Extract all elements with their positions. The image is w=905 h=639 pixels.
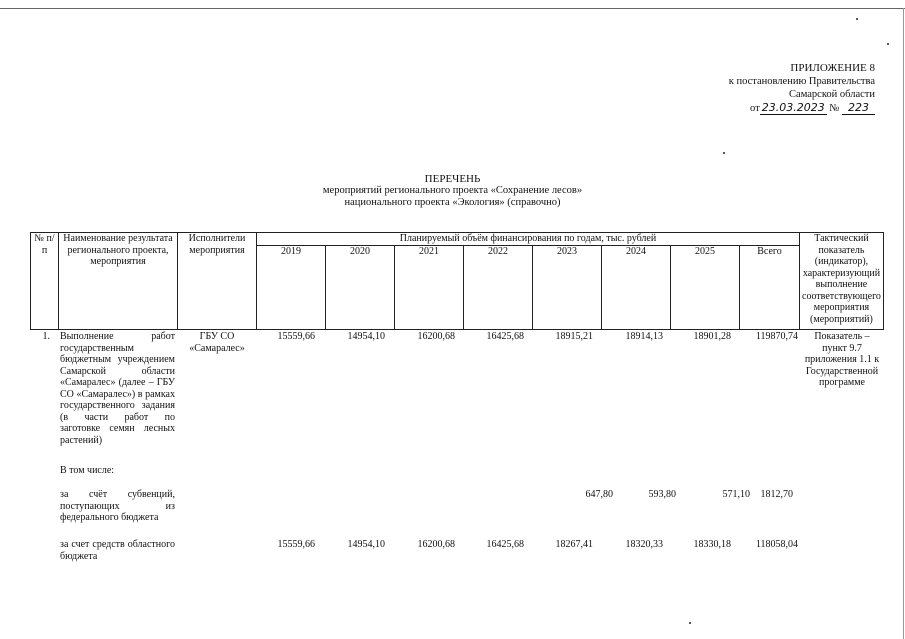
header-name: Наименование результата регионального проекта, мероприятия xyxy=(59,233,178,330)
scan-speck xyxy=(856,18,858,20)
row1-value-2019: 15559,66 xyxy=(277,331,315,342)
row1-value-2025: 18901,28 xyxy=(693,331,731,342)
heading-line-1: мероприятий регионального проекта «Сохранение лесов» xyxy=(322,185,583,196)
scan-speck xyxy=(689,622,691,624)
federal-value-total: 1812,70 xyxy=(760,489,793,500)
header-year-2023: 2023 xyxy=(533,245,602,329)
row1-number: 1. xyxy=(42,331,50,342)
regional-value-2023: 18267,41 xyxy=(555,539,593,550)
appendix-number-label: № xyxy=(829,103,840,114)
regional-value-2019: 15559,66 xyxy=(277,539,315,550)
federal-row-name: за счёт субвенций, поступающих из федерального бюджета xyxy=(60,489,175,523)
header-executors: Исполнители мероприятия xyxy=(178,233,257,330)
row1-value-total: 119870,74 xyxy=(755,331,798,342)
header-year-2025: 2025 xyxy=(671,245,740,329)
row1-indicator: Показатель – пункт 9.7 приложения 1.1 к Государственной программе xyxy=(804,331,880,388)
header-year-2019: 2019 xyxy=(257,245,326,329)
heading-line-2: национального проекта «Экология» (справочно) xyxy=(344,197,561,208)
row1-value-2024: 18914,13 xyxy=(625,331,663,342)
header-year-2021: 2021 xyxy=(395,245,464,329)
regional-value-2021: 16200,68 xyxy=(417,539,455,550)
row1-name: Выполнение работ государственным бюджетным учреждением Самарской области «Самаралес» (далее – ГБУ СО «Самаралес») в рамках государственного задания (в части работ по заготовке семян лесных растений) xyxy=(60,331,175,446)
regional-value-2022: 16425,68 xyxy=(486,539,524,550)
header-indicator: Тактический показатель (индикатор), характеризующий выполнение соответствующего мероприятия (мероприятий) xyxy=(800,233,884,330)
heading-title: ПЕРЕЧЕНЬ xyxy=(424,173,481,185)
header-year-2022: 2022 xyxy=(464,245,533,329)
row1-value-2020: 14954,10 xyxy=(347,331,385,342)
row1-value-2023: 18915,21 xyxy=(555,331,593,342)
federal-value-2024: 593,80 xyxy=(648,489,676,500)
scan-speck xyxy=(723,152,725,154)
regional-row-name: за счет средств областного бюджета xyxy=(60,539,175,562)
header-year-2024: 2024 xyxy=(602,245,671,329)
header-total: Всего xyxy=(740,245,800,329)
row1-value-2022: 16425,68 xyxy=(486,331,524,342)
appendix-from-prefix: от xyxy=(750,103,760,114)
appendix-title: ПРИЛОЖЕНИЕ 8 xyxy=(790,62,875,74)
regional-value-total: 118058,04 xyxy=(755,539,798,550)
scan-speck xyxy=(887,43,889,45)
header-funding: Планируемый объём финансирования по годам, тыс. рублей xyxy=(257,233,800,246)
regional-value-2024: 18320,33 xyxy=(625,539,663,550)
federal-value-2023: 647,80 xyxy=(585,489,613,500)
header-no: № п/п xyxy=(31,233,59,330)
appendix-line-2: Самарской области xyxy=(789,89,875,100)
appendix-date: 23.03.2023 xyxy=(761,101,825,114)
appendix-number: 223 xyxy=(842,101,875,115)
regional-value-2025: 18330,18 xyxy=(693,539,731,550)
regional-value-2020: 14954,10 xyxy=(347,539,385,550)
header-year-2020: 2020 xyxy=(326,245,395,329)
row1-value-2021: 16200,68 xyxy=(417,331,455,342)
appendix-line-1: к постановлению Правительства xyxy=(728,76,875,87)
row1-executor: ГБУ СО «Самаралес» xyxy=(189,331,245,354)
including-label: В том числе: xyxy=(60,465,115,476)
federal-value-2025: 571,10 xyxy=(722,489,750,500)
